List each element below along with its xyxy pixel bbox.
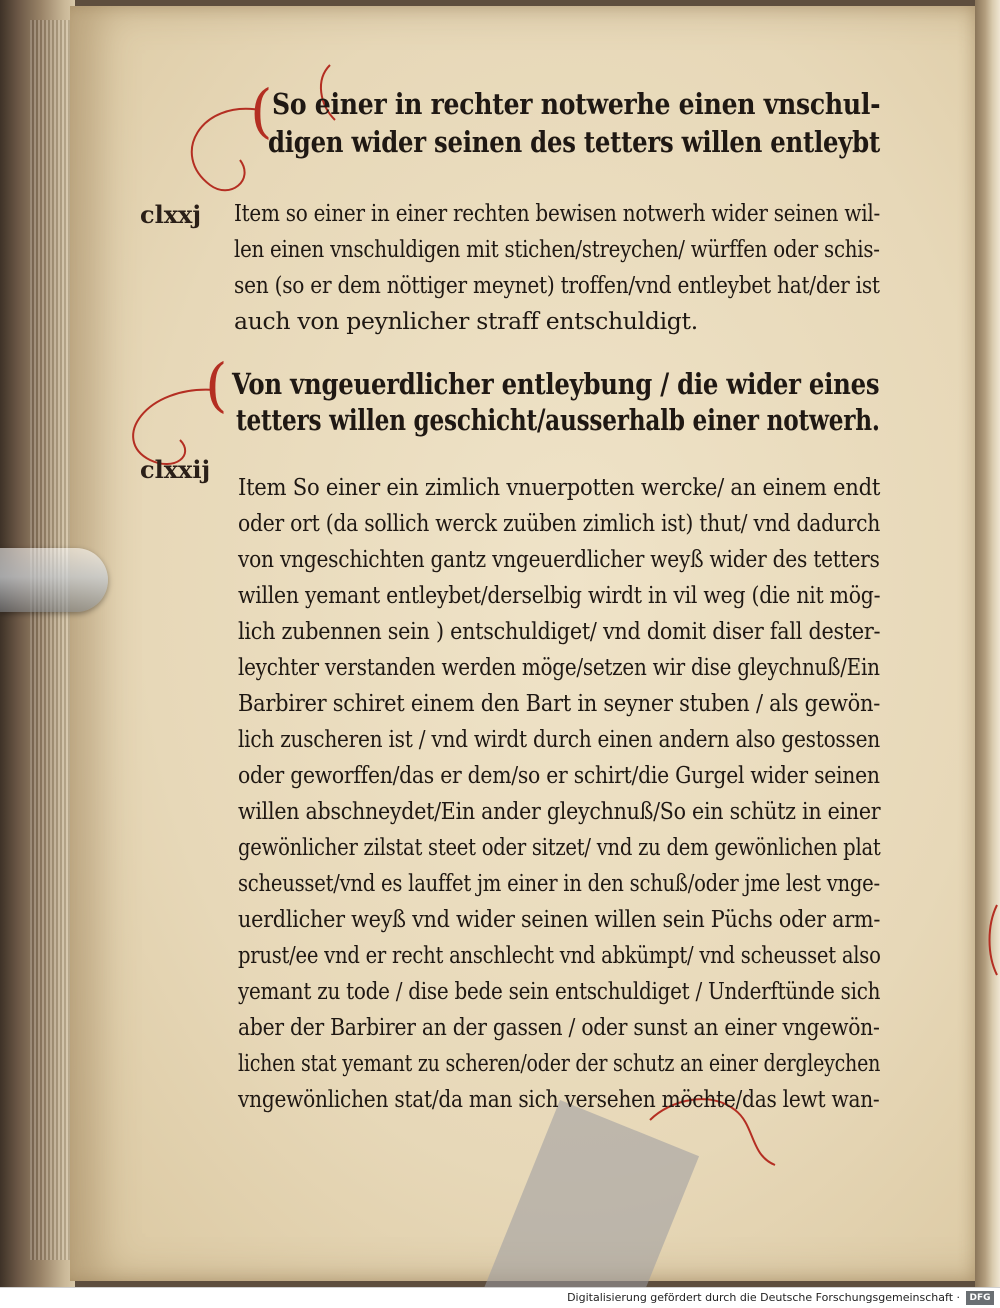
paragraph-2-line-14: prust/ee vnd er recht anschlecht vnd abkümpt/ vnd scheusset also [238,941,881,969]
paragraph-2-line-3: von vngeschichten gantz vngeuerdlicher weyß wider des tetters [238,545,880,573]
paragraph-2-line-10: willen abschneydet/Ein ander gleychnuß/So ein schütz in einer [238,797,881,825]
paragraph-2-line-6: leychter verstanden werden möge/setzen wir dise gleychnuß/Ein [238,653,880,681]
heading-2-line-1: Von vngeuerdlicher entleybung / die wider eines [232,367,880,401]
paragraph-1-line-4: auch von peynlicher straff entschuldigt. [234,307,698,335]
pilcrow-mark-2: ( [205,351,228,419]
book-left-edge [0,0,75,1287]
paragraph-2-line-8: lich zuscheren ist / vnd wirdt durch einen andern also gestossen [238,725,880,753]
heading-2-line-2: tetters willen geschicht/ausserhalb einer notwerh. [236,403,880,437]
paragraph-1-line-1: Item so einer in einer rechten bewisen notwerh wider seinen wil- [234,199,880,227]
paragraph-2-line-4: willen yemant entleybet/derselbig wirdt in vil weg (die nit mög- [238,581,881,609]
marginal-number-2: clxxij [140,455,211,484]
paragraph-1-line-2: len einen vnschuldigen mit stichen/streychen/ würffen oder schis- [234,235,880,263]
glass-page-weight [0,548,108,612]
paragraph-2-line-7: Barbirer schiret einem den Bart in seyner stuben / als gewön- [238,689,881,717]
paragraph-2-line-1: Item So einer ein zimlich vnuerpotten wercke/ an einem endt [238,473,881,501]
heading-1-line-1: So einer in rechter notwerhe einen vnschul- [272,87,881,121]
paragraph-2-line-17: lichen stat yemant zu scheren/oder der schutz an einer dergleychen [238,1049,881,1077]
dfg-credit-text: Digitalisierung gefördert durch die Deutsche Forschungsgemeinschaft · [567,1291,960,1304]
paragraph-2-line-5: lich zubennen sein ) entschuldiget/ vnd domit diser fall dester- [238,617,881,645]
dfg-logo-icon[interactable]: DFG [966,1291,994,1305]
book-right-edge [975,0,1000,1287]
paragraph-2-line-9: oder geworffen/das er dem/so er schirt/die Gurgel wider seinen [238,761,880,789]
paragraph-2-line-2: oder ort (da sollich werck zuüben zimlich ist) thut/ vnd dadurch [238,509,881,537]
paragraph-1-line-3: sen (so er dem nöttiger meynet) troffen/vnd entleybet hat/der ist [234,271,880,299]
paragraph-2-line-11: gewönlicher zilstat steet oder sitzet/ vnd zu dem gewönlichen plat [238,833,881,861]
paragraph-2-line-13: uerdlicher weyß vnd wider seinen willen sein Püchs oder arm- [238,905,881,933]
paragraph-2-line-16: aber der Barbirer an der gassen / oder sunst an einer vngewön- [238,1013,880,1041]
footer-bar [0,1287,1000,1308]
page-stack-stripes [30,20,75,1260]
pilcrow-mark-1: ( [250,77,273,145]
paragraph-2-line-18: vngewönlichen stat/da man sich versehen möchte/das lewt wan- [238,1085,880,1113]
paragraph-2-line-15: yemant zu tode / dise bede sein entschuldiget / Underftünde sich [238,977,881,1005]
marginal-number-1: clxxj [140,200,202,229]
heading-1-line-2: digen wider seinen des tetters willen entleybt [268,125,880,159]
paragraph-2-line-12: scheusset/vnd es lauffet jm einer in den schuß/oder jme lest vnge- [238,869,880,897]
rubric-flourish-4 [985,900,999,980]
